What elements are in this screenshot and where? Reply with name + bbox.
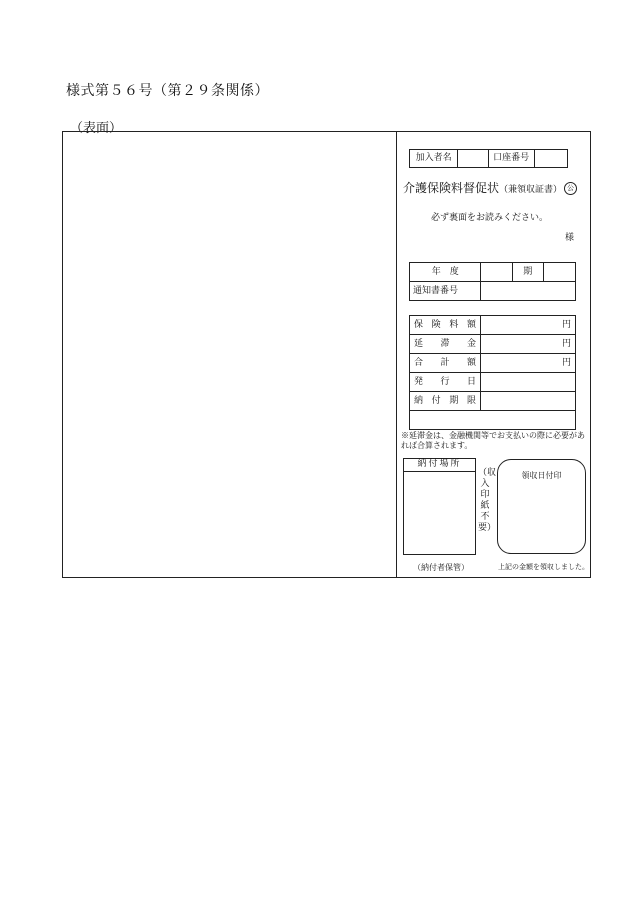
subscriber-name-label: 加入者名 <box>410 150 458 168</box>
blank-row <box>410 411 576 430</box>
period-label: 期 <box>512 263 543 282</box>
receipt-date-stamp-label: 領収日付印 <box>521 471 562 480</box>
year-field <box>481 263 512 282</box>
total-yen: 円 <box>481 354 576 373</box>
notice-title-text: 介護保険料督促状 <box>403 181 500 195</box>
read-back-instruction: 必ず裏面をお読みください。 <box>431 213 549 223</box>
issue-date-field <box>481 373 576 392</box>
official-seal-icon: 公 <box>564 182 577 195</box>
perforation-divider <box>396 131 397 578</box>
form-title: 様式第５６号（第２９条関係） <box>66 83 269 99</box>
front-side-label: （表面） <box>70 121 123 136</box>
payer-keep-note: （納付者保管） <box>413 563 469 572</box>
late-fee-footnote: ※延滞金は、金融機関等でお支払いの際に必要があれば合算されます。 <box>401 431 585 450</box>
issue-date-label: 発行日 <box>414 376 476 387</box>
blank-field <box>410 411 576 430</box>
late-fee-label: 延滞金 <box>414 338 476 349</box>
late-fee-row <box>410 335 576 354</box>
notice-number-label: 通知書番号 <box>410 282 481 301</box>
subscriber-name-field <box>458 150 488 168</box>
total-row <box>410 354 576 373</box>
revenue-stamp-not-required: （収入印紙不要） <box>478 468 497 533</box>
notice-title <box>403 179 577 196</box>
notice-number-field <box>481 282 576 301</box>
payment-place-label: 納付場所 <box>403 458 476 472</box>
issue-date-row <box>410 373 576 392</box>
due-date-row <box>410 392 576 411</box>
year-period-box <box>409 262 576 301</box>
premium-row <box>410 316 576 335</box>
due-date-label: 納付期限 <box>414 395 476 406</box>
premium-yen: 円 <box>481 316 576 335</box>
year-label: 年 度 <box>410 263 481 282</box>
payment-place-box <box>403 458 476 555</box>
total-label: 合計額 <box>414 357 476 368</box>
account-number-label: 口座番号 <box>488 150 534 168</box>
subscriber-account-box <box>409 149 568 168</box>
premium-label: 保険料額 <box>414 319 476 330</box>
late-fee-yen: 円 <box>481 335 576 354</box>
period-field <box>543 263 575 282</box>
due-date-field <box>481 392 576 411</box>
honorific-sama: 様 <box>565 233 575 243</box>
amount-box <box>409 315 576 430</box>
account-number-field <box>534 150 567 168</box>
notice-subtitle: （兼領収証書） <box>499 185 563 195</box>
amount-received-note: 上記の金額を領収しました。 <box>498 563 589 571</box>
